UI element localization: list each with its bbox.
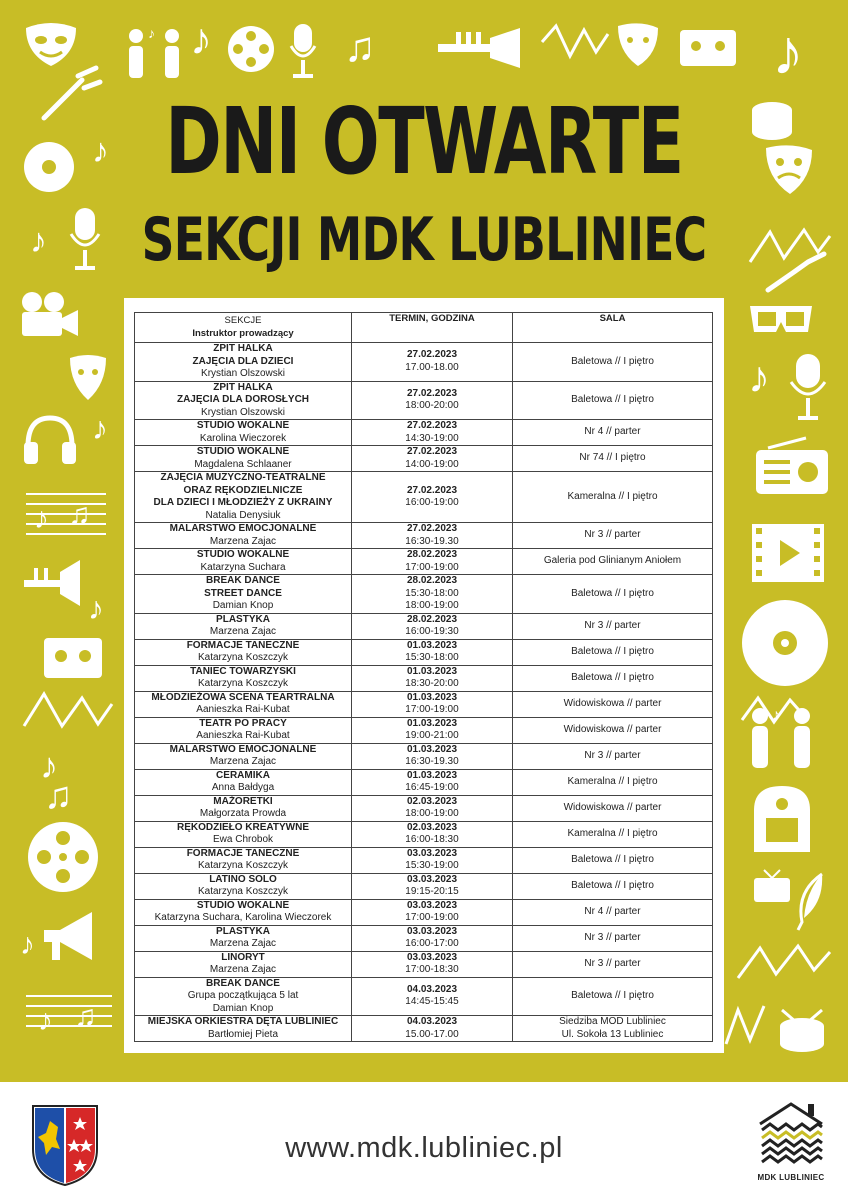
cell-date-time bbox=[352, 1016, 513, 1042]
cell-section bbox=[135, 925, 352, 951]
instructor-name: Katarzyna Suchara bbox=[200, 561, 286, 573]
cell-room bbox=[513, 523, 713, 549]
room-name: Kameralna // I piętro bbox=[567, 775, 658, 787]
cell-section bbox=[135, 691, 352, 717]
table-row bbox=[135, 717, 713, 743]
event-date: 02.03.2023 bbox=[406, 795, 458, 807]
event-time: 16:00-19:00 bbox=[405, 497, 459, 508]
instructor-name: Katarzyna Koszczyk bbox=[197, 678, 289, 689]
cell-date-time bbox=[352, 899, 513, 925]
section-name: ZAJĘCIA MUZYCZNO-TEATRALNE bbox=[160, 472, 326, 483]
section-name: ZPIT HALKA bbox=[213, 343, 273, 354]
event-time: 15:30-18:00 bbox=[405, 652, 459, 663]
music-note-icon: ♪ bbox=[92, 132, 109, 170]
schedule-panel bbox=[124, 298, 724, 1053]
table-row bbox=[135, 847, 713, 873]
film-reel-icon bbox=[226, 24, 276, 74]
room-name: Nr 3 // parter bbox=[584, 749, 641, 761]
event-time: 14:00-19:00 bbox=[405, 458, 459, 470]
event-time: 16:00-19:30 bbox=[405, 626, 459, 637]
section-name: ORAZ RĘKODZIELNICZE bbox=[183, 484, 303, 496]
jukebox-icon bbox=[752, 784, 812, 854]
section-name: PLASTYKA bbox=[216, 613, 270, 625]
microphone-icon bbox=[68, 206, 102, 272]
mdk-logo-text: MDK LUBLINIEC bbox=[757, 1173, 825, 1182]
headphones-icon bbox=[22, 414, 78, 466]
instructor-name: Marzena Zajac bbox=[209, 964, 277, 975]
table-row bbox=[135, 977, 713, 1016]
cell-room bbox=[513, 691, 713, 717]
cell-section bbox=[135, 899, 352, 925]
music-note-icon: ♪ bbox=[30, 222, 47, 260]
website-link[interactable]: www.mdk.lubliniec.pl bbox=[285, 1132, 563, 1164]
music-note-icon: ♪ bbox=[772, 16, 804, 88]
room-name: Baletowa // I piętro bbox=[571, 355, 654, 367]
event-date: 01.03.2023 bbox=[406, 691, 458, 703]
film-reel-icon bbox=[26, 820, 100, 894]
table-row bbox=[135, 899, 713, 925]
sheet-music-icon bbox=[24, 484, 108, 540]
room-name: Nr 3 // parter bbox=[584, 529, 641, 541]
zigzag-icon bbox=[22, 686, 114, 736]
cell-section bbox=[135, 795, 352, 821]
cell-date-time bbox=[352, 575, 513, 614]
section-name: ZAJĘCIA DLA DZIECI bbox=[192, 355, 294, 367]
table-row bbox=[135, 873, 713, 899]
cell-room bbox=[513, 639, 713, 665]
table-row bbox=[135, 743, 713, 769]
cell-section bbox=[135, 420, 352, 446]
instructor-name: Natalia Denysiuk bbox=[205, 509, 281, 521]
event-time: 17:00-19:00 bbox=[405, 912, 459, 923]
cell-room bbox=[513, 847, 713, 873]
table-row bbox=[135, 951, 713, 977]
table-row bbox=[135, 343, 713, 382]
event-date: 27.02.2023 bbox=[406, 349, 458, 361]
room-name: Baletowa // I piętro bbox=[571, 879, 654, 891]
play-film-icon bbox=[750, 522, 826, 584]
table-row bbox=[135, 420, 713, 446]
svg-text:♪: ♪ bbox=[148, 25, 155, 41]
svg-text:♪: ♪ bbox=[772, 707, 780, 724]
theatre-masks-icon bbox=[760, 144, 822, 200]
cell-date-time bbox=[352, 381, 513, 420]
event-date: 03.03.2023 bbox=[406, 951, 458, 963]
event-time: 17:00-19:00 bbox=[405, 561, 459, 573]
section-name: LATINO SOLO bbox=[209, 873, 277, 885]
cell-date-time bbox=[352, 613, 513, 639]
instructor-name: Aanieszka Rai-Kubat bbox=[196, 730, 290, 741]
room-name: Baletowa // I piętro bbox=[571, 990, 654, 1001]
cell-section bbox=[135, 951, 352, 977]
cell-room bbox=[513, 575, 713, 614]
instructor-name: Grupa początkująca 5 lat bbox=[187, 990, 299, 1001]
cell-section bbox=[135, 847, 352, 873]
section-name: BREAK DANCE bbox=[206, 575, 280, 586]
header-sections-subtitle: Instruktor prowadzący bbox=[192, 327, 294, 339]
cell-section bbox=[135, 549, 352, 575]
event-time: 14:45-15:45 bbox=[405, 996, 459, 1008]
theatre-masks-icon bbox=[66, 354, 110, 404]
event-date: 04.03.2023 bbox=[406, 983, 458, 995]
event-date: 28.02.2023 bbox=[406, 549, 458, 560]
event-time: 18:00-19:00 bbox=[405, 600, 459, 611]
table-row bbox=[135, 575, 713, 614]
event-date: 27.02.2023 bbox=[406, 446, 458, 457]
instructor-name: Marzena Zajac bbox=[209, 938, 277, 949]
room-name: Ul. Sokoła 13 Lubliniec bbox=[561, 1028, 664, 1040]
table-header-row bbox=[135, 313, 713, 343]
room-name: Baletowa // I piętro bbox=[571, 645, 654, 657]
instructor-name: Bartłomiej Pieta bbox=[207, 1028, 279, 1040]
cell-section bbox=[135, 446, 352, 472]
cell-room bbox=[513, 717, 713, 743]
instructor-name: Damian Knop bbox=[212, 600, 274, 611]
event-time: 19:15-20:15 bbox=[405, 886, 459, 897]
header-sections-title: SEKCJE bbox=[224, 315, 262, 326]
room-name: Kameralna // I piętro bbox=[567, 490, 658, 502]
feather-icon bbox=[792, 872, 826, 932]
instructor-name: Karolina Wieczorek bbox=[199, 432, 287, 444]
instructor-name: Katarzyna Koszczyk bbox=[197, 886, 289, 897]
instructor-name: Krystian Olszowski bbox=[201, 368, 285, 379]
audio-jack-icon bbox=[38, 64, 108, 124]
cell-date-time bbox=[352, 472, 513, 523]
table-row bbox=[135, 691, 713, 717]
section-name: FORMACJE TANECZNE bbox=[186, 847, 300, 859]
cell-section bbox=[135, 575, 352, 614]
megaphone-icon bbox=[40, 908, 106, 964]
event-date: 03.03.2023 bbox=[406, 873, 458, 885]
instructor-name: Anna Bałdyga bbox=[211, 782, 275, 793]
music-notes-icon: ♫ bbox=[344, 23, 376, 70]
zigzag-icon bbox=[736, 938, 832, 988]
cell-section bbox=[135, 381, 352, 420]
cell-date-time bbox=[352, 795, 513, 821]
cell-date-time bbox=[352, 549, 513, 575]
room-name: Nr 4 // parter bbox=[584, 426, 641, 438]
cell-date-time bbox=[352, 847, 513, 873]
event-date: 01.03.2023 bbox=[406, 639, 458, 651]
cell-date-time bbox=[352, 769, 513, 795]
instructor-name: Katarzyna Koszczyk bbox=[197, 652, 289, 663]
event-date: 28.02.2023 bbox=[406, 613, 458, 625]
header-sections bbox=[135, 313, 352, 343]
event-time: 18:00-20:00 bbox=[405, 400, 459, 412]
theatre-mask-icon bbox=[22, 20, 80, 70]
section-name: MALARSTWO EMOCJONALNE bbox=[169, 743, 317, 755]
zigzag-icon bbox=[540, 22, 610, 62]
cell-section bbox=[135, 523, 352, 549]
3d-glasses-icon bbox=[748, 302, 814, 340]
table-row bbox=[135, 1016, 713, 1042]
cell-room bbox=[513, 613, 713, 639]
theatre-masks-icon bbox=[614, 22, 666, 72]
cell-room bbox=[513, 873, 713, 899]
header-room bbox=[513, 313, 713, 343]
section-name: TANIEC TOWARZYSKI bbox=[190, 665, 296, 677]
mdk-logo bbox=[756, 1100, 826, 1182]
section-name: LINORYT bbox=[221, 951, 265, 963]
event-time: 18:00-19:00 bbox=[405, 808, 459, 819]
table-row bbox=[135, 613, 713, 639]
cell-room bbox=[513, 769, 713, 795]
cell-section bbox=[135, 613, 352, 639]
room-name: Nr 74 // I piętro bbox=[579, 452, 646, 464]
header-date-label: TERMIN, GODZINA bbox=[389, 313, 475, 324]
table-row bbox=[135, 523, 713, 549]
table-row bbox=[135, 472, 713, 523]
trumpet-icon bbox=[22, 556, 82, 606]
event-date: 02.03.2023 bbox=[406, 821, 458, 833]
microphone-icon bbox=[788, 352, 828, 422]
cell-room bbox=[513, 343, 713, 382]
cell-room bbox=[513, 743, 713, 769]
room-name: Kameralna // I piętro bbox=[567, 827, 658, 839]
vinyl-record-icon bbox=[22, 140, 76, 194]
svg-text:♪: ♪ bbox=[34, 502, 49, 535]
cell-room bbox=[513, 821, 713, 847]
cassette-icon bbox=[678, 28, 738, 68]
room-name: Baletowa // I piętro bbox=[571, 853, 654, 865]
table-row bbox=[135, 769, 713, 795]
cell-section bbox=[135, 717, 352, 743]
section-name: STUDIO WOKALNE bbox=[196, 549, 290, 560]
cell-date-time bbox=[352, 977, 513, 1016]
event-date: 27.02.2023 bbox=[406, 420, 458, 431]
cell-date-time bbox=[352, 873, 513, 899]
instructor-name: Damian Knop bbox=[212, 1002, 274, 1014]
event-date: 27.02.2023 bbox=[406, 387, 458, 399]
cell-section bbox=[135, 769, 352, 795]
event-date: 04.03.2023 bbox=[406, 1016, 458, 1027]
zigzag-icon bbox=[724, 1000, 768, 1050]
event-time: 15:30-18:00 bbox=[405, 587, 459, 599]
event-date: 28.02.2023 bbox=[406, 575, 458, 586]
cell-room bbox=[513, 925, 713, 951]
svg-text:♫: ♫ bbox=[68, 498, 91, 531]
cell-room bbox=[513, 1016, 713, 1042]
section-name: PLASTYKA bbox=[216, 925, 270, 937]
table-row bbox=[135, 795, 713, 821]
singing-people-icon bbox=[124, 22, 188, 82]
instructor-name: Marzena Zajac bbox=[209, 626, 277, 637]
event-date: 27.02.2023 bbox=[406, 523, 458, 534]
drum-icon bbox=[776, 1004, 828, 1054]
audio-jack-icon bbox=[764, 250, 828, 294]
instructor-name: Ewa Chrobok bbox=[212, 834, 274, 845]
room-name: Nr 3 // parter bbox=[584, 931, 641, 943]
cell-section bbox=[135, 873, 352, 899]
cell-section bbox=[135, 665, 352, 691]
section-name: MAŻORETKI bbox=[213, 795, 273, 807]
room-name: Nr 4 // parter bbox=[584, 905, 641, 917]
event-date: 03.03.2023 bbox=[406, 847, 458, 859]
cell-section bbox=[135, 743, 352, 769]
cell-section bbox=[135, 639, 352, 665]
table-row bbox=[135, 549, 713, 575]
section-name: DLA DZIECI I MŁODZIEŻY Z UKRAINY bbox=[153, 497, 333, 508]
section-name: FORMACJE TANECZNE bbox=[186, 639, 300, 651]
cell-room bbox=[513, 472, 713, 523]
main-title: DNI OTWARTE bbox=[165, 88, 683, 195]
section-name: MŁODZIEŻOWA SCENA TEARTRALNA bbox=[151, 691, 335, 703]
cell-room bbox=[513, 549, 713, 575]
section-name: STUDIO WOKALNE bbox=[196, 899, 290, 911]
event-time: 15.00-17.00 bbox=[405, 1028, 459, 1040]
cell-room bbox=[513, 665, 713, 691]
room-name: Baletowa // I piętro bbox=[571, 587, 654, 599]
section-name: CERAMIKA bbox=[216, 769, 270, 781]
singing-people-icon bbox=[742, 702, 822, 772]
event-date: 01.03.2023 bbox=[406, 717, 458, 729]
mdk-house-icon bbox=[756, 1100, 826, 1166]
room-name: Widowiskowa // parter bbox=[563, 697, 662, 709]
header-room-label: SALA bbox=[599, 313, 626, 324]
svg-text:♫: ♫ bbox=[44, 775, 73, 812]
cell-date-time bbox=[352, 420, 513, 446]
event-time: 15:30-19:00 bbox=[405, 860, 459, 871]
cell-room bbox=[513, 795, 713, 821]
section-name: MALARSTWO EMOCJONALNE bbox=[169, 523, 317, 534]
cell-room bbox=[513, 420, 713, 446]
cell-room bbox=[513, 977, 713, 1016]
room-name: Galeria pod Glinianym Aniołem bbox=[543, 555, 682, 567]
room-name: Baletowa // I piętro bbox=[571, 671, 654, 683]
cell-date-time bbox=[352, 717, 513, 743]
event-time: 16:45-19:00 bbox=[405, 782, 459, 793]
table-row bbox=[135, 821, 713, 847]
room-name: Siedziba MOD Lubliniec bbox=[559, 1016, 666, 1027]
music-note-icon: ♪ bbox=[88, 590, 104, 626]
header-date bbox=[352, 313, 513, 343]
music-note-icon: ♪ bbox=[92, 410, 108, 446]
tv-icon bbox=[752, 868, 792, 904]
event-date: 03.03.2023 bbox=[406, 899, 458, 911]
section-name: STUDIO WOKALNE bbox=[196, 420, 290, 431]
event-time: 16:00-18:30 bbox=[405, 834, 459, 845]
cell-date-time bbox=[352, 523, 513, 549]
cell-date-time bbox=[352, 743, 513, 769]
section-name: ZAJĘCIA DLA DOROSŁYCH bbox=[176, 394, 310, 405]
svg-text:♫: ♫ bbox=[74, 1000, 97, 1033]
cell-room bbox=[513, 381, 713, 420]
table-row bbox=[135, 381, 713, 420]
section-name: TEATR PO PRACY bbox=[199, 717, 287, 729]
cell-room bbox=[513, 951, 713, 977]
event-time: 17.00-18.00 bbox=[405, 361, 459, 373]
cell-date-time bbox=[352, 691, 513, 717]
instructor-name: Marzena Zajac bbox=[209, 535, 277, 547]
cell-section bbox=[135, 472, 352, 523]
event-date: 27.02.2023 bbox=[406, 484, 458, 496]
cell-date-time bbox=[352, 821, 513, 847]
svg-text:♪: ♪ bbox=[38, 1004, 53, 1037]
room-name: Nr 3 // parter bbox=[584, 957, 641, 969]
music-note-icon: ♪ bbox=[748, 353, 770, 402]
table-row bbox=[135, 639, 713, 665]
cell-date-time bbox=[352, 639, 513, 665]
event-time: 17:00-19:00 bbox=[405, 704, 459, 715]
instructor-name: Katarzyna Suchara, Karolina Wieczorek bbox=[154, 912, 332, 923]
vinyl-record-icon bbox=[740, 598, 830, 688]
cell-section bbox=[135, 821, 352, 847]
schedule-table bbox=[134, 312, 713, 1042]
instructor-name: Marzena Zajac bbox=[209, 756, 277, 767]
section-name: BREAK DANCE bbox=[206, 977, 280, 989]
sheet-music-icon bbox=[24, 986, 114, 1038]
video-camera-icon bbox=[18, 290, 80, 340]
cell-date-time bbox=[352, 665, 513, 691]
event-time: 17:00-18:30 bbox=[405, 964, 459, 975]
instructor-name: Małgorzata Prowda bbox=[199, 808, 287, 819]
cell-date-time bbox=[352, 446, 513, 472]
room-name: Widowiskowa // parter bbox=[563, 723, 662, 735]
section-name: STUDIO WOKALNE bbox=[196, 446, 290, 457]
section-name: MIEJSKA ORKIESTRA DĘTA LUBLINIEC bbox=[147, 1016, 339, 1027]
event-time: 19:00-21:00 bbox=[405, 730, 459, 741]
cell-section bbox=[135, 977, 352, 1016]
section-name: RĘKODZIEŁO KREATYWNE bbox=[176, 821, 310, 833]
event-date: 01.03.2023 bbox=[406, 665, 458, 677]
event-date: 03.03.2023 bbox=[406, 925, 458, 937]
music-note-icon: ♪ bbox=[190, 15, 212, 64]
schedule-body bbox=[135, 343, 713, 1042]
cell-date-time bbox=[352, 951, 513, 977]
cell-section bbox=[135, 343, 352, 382]
section-name: STREET DANCE bbox=[204, 587, 282, 599]
cell-room bbox=[513, 899, 713, 925]
instructor-name: Krystian Olszowski bbox=[201, 406, 285, 418]
event-time: 14:30-19:00 bbox=[405, 432, 459, 444]
drum-icon bbox=[748, 96, 796, 142]
sub-title: SEKCJI MDK LUBLINIEC bbox=[141, 205, 707, 275]
instructor-name: Aanieszka Rai-Kubat bbox=[196, 704, 290, 715]
instructor-name: Katarzyna Koszczyk bbox=[197, 860, 289, 871]
trumpet-icon bbox=[436, 26, 522, 70]
table-row bbox=[135, 925, 713, 951]
cell-date-time bbox=[352, 343, 513, 382]
music-note-icon: ♪ bbox=[40, 745, 58, 786]
section-name: ZPIT HALKA bbox=[213, 381, 273, 393]
sheet-music-icon bbox=[42, 772, 102, 812]
table-row bbox=[135, 446, 713, 472]
cell-room bbox=[513, 446, 713, 472]
microphone-icon bbox=[288, 22, 318, 80]
event-time: 16:30-19.30 bbox=[405, 756, 459, 767]
table-row bbox=[135, 665, 713, 691]
cell-date-time bbox=[352, 925, 513, 951]
room-name: Baletowa // I piętro bbox=[571, 394, 654, 405]
radio-icon bbox=[754, 436, 830, 496]
music-note-icon: ♪ bbox=[20, 928, 35, 961]
room-name: Nr 3 // parter bbox=[584, 619, 641, 631]
event-time: 16:30-19.30 bbox=[405, 535, 459, 547]
event-time: 16:00-17:00 bbox=[405, 938, 459, 949]
room-name: Widowiskowa // parter bbox=[563, 801, 662, 813]
event-date: 01.03.2023 bbox=[406, 743, 458, 755]
cassette-icon bbox=[42, 636, 104, 680]
cell-section bbox=[135, 1016, 352, 1042]
event-date: 01.03.2023 bbox=[406, 769, 458, 781]
event-time: 18:30-20:00 bbox=[405, 678, 459, 689]
instructor-name: Magdalena Schlaaner bbox=[194, 458, 292, 470]
